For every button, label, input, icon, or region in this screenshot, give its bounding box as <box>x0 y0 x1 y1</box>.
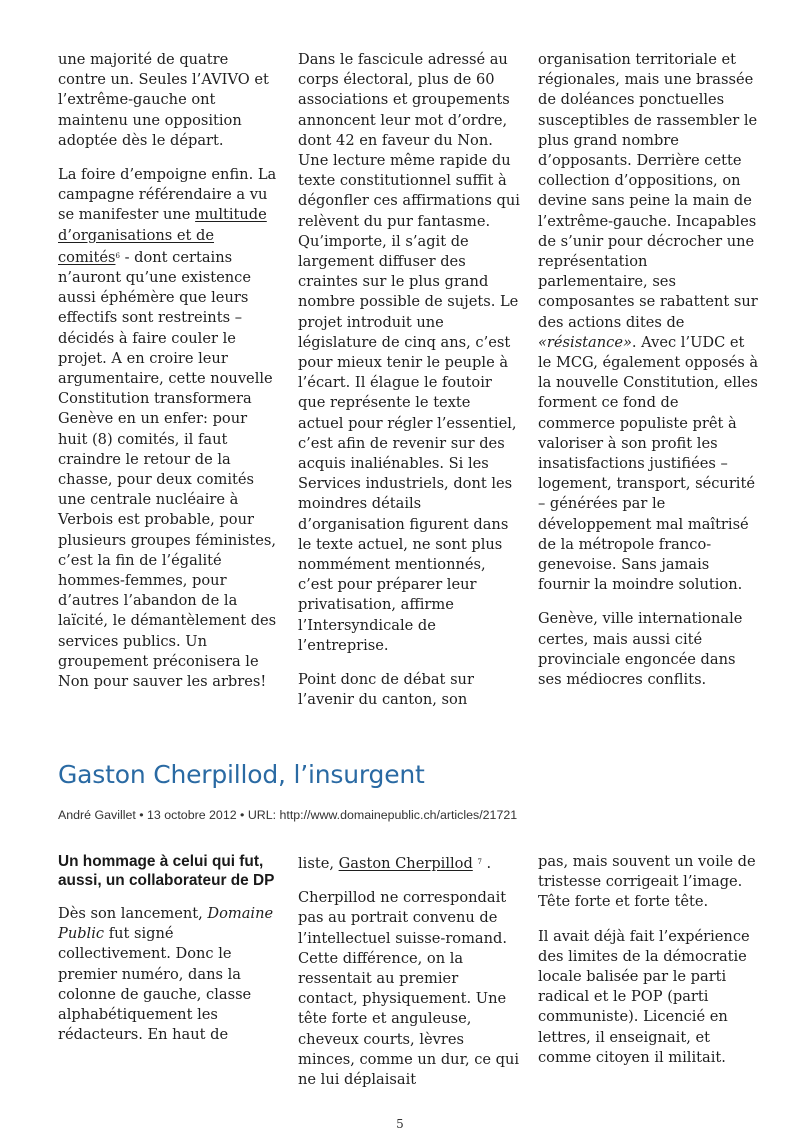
article-title: Gaston Cherpillod, l’insurgent <box>58 760 425 789</box>
link-gaston-cherpillod[interactable]: Gaston Cherpillod <box>338 855 473 872</box>
paragraph: Dès son lancement, Domaine Public fut signé collectivement. Donc le premier numéro, dans la colonne de gauche, classe alphabétiquement les rédacteurs. En haut de <box>58 905 274 1044</box>
page-number: 5 <box>396 1117 404 1131</box>
article-column-1 <box>58 852 280 1059</box>
publication-name: Domaine Public <box>58 905 274 943</box>
paragraph: pas, mais souvent un voile de tristesse corrigeait l’image. Tête forte et forte tête. <box>538 853 756 911</box>
paragraph: organisation territoriale et régionales, mais une brassée de doléances ponctuelles susceptibles de rassembler le plus grand nombre d’opposants. Derrière cette collection d’oppositions, on devine sans peine la main de l’extrême-gauche. Incapables de s’unir pour décrocher une représentation parlementaire, ses composantes se rabattent sur des actions dites de «résistance». Avec l’UDC et le MCG, également opposés à la nouvelle Constitution, elles forment ce fond de commerce populiste prêt à valoriser à son profit les insatisfactions justifiées – logement, transport, sécurité – générées par le développement mal maîtrisé de la métropole franco-genevoise. Sans jamais fournir la moindre solution. <box>538 51 759 594</box>
article-column-2 <box>298 852 520 1104</box>
paragraph: une majorité de quatre contre un. Seules l’AVIVO et l’extrême-gauche ont maintenu une opposition adoptée dès le départ. <box>58 51 269 149</box>
article-byline: André Gavillet • 13 octobre 2012 • URL: http://www.domainepublic.ch/articles/21721 <box>58 808 518 822</box>
article-lead: Un hommage à celui qui fut, aussi, un collaborateur de DP <box>58 853 275 889</box>
footnote-ref: 6 <box>115 251 120 260</box>
paragraph: Il avait déjà fait l’expérience des limites de la démocratie locale balisée par le parti radical et le POP (parti communiste). Licencié en lettres, il enseignait, et comme citoyen il militait. <box>538 927 750 1066</box>
column-1-continued-text <box>58 50 280 706</box>
paragraph: Genève, ville internationale certes, mais aussi cité provinciale engoncée dans ses médiocres conflits. <box>538 610 743 689</box>
column-2-continued-text <box>298 50 520 725</box>
paragraph: La foire d’empoigne enfin. La campagne référendaire a vu se manifester une multitude d’organisations et de comités$^6$ - dont certains n’auront qu’une existence aussi éphémère que leurs effectifs sont restreints – décidés à faire couler le projet. A en croire leur argumentaire, cette nouvelle Constitution transformera Genève en un enfer: pour huit (8) comités, il faut craindre le retour de la chasse, pour deux comités une centrale nucléaire à Verbois est probable, pour plusieurs groupes féministes, c’est la fin de l’égalité hommes-femmes, pour d’autres l’abandon de la laïcité, le démantèlement des services publics. Un groupement préconisera le Non pour sauver les arbres! <box>58 166 277 691</box>
footnote-ref: 7 <box>477 858 482 866</box>
paragraph: liste, Gaston Cherpillod $^7$ . <box>298 855 492 872</box>
paragraph: Cherpillod ne correspondait pas au portrait convenu de l’intellectuel suisse-romand. Cette différence, on la ressentait au premier contact, physiquement. Une tête forte et anguleuse, cheveux courts, lèvres minces, comme un dur, ce qui ne lui déplaisait <box>298 889 520 1089</box>
column-3-continued-text <box>538 50 760 704</box>
link-multitude-organisations[interactable]: multitude d’organisations et de comités <box>58 206 267 266</box>
paragraph: Point donc de débat sur l’avenir du canton, son <box>298 671 474 709</box>
article-column-3 <box>538 852 760 1082</box>
paragraph: Dans le fascicule adressé au corps électoral, plus de 60 associations et groupements annoncent leur mot d’ordre, dont 42 en faveur du Non. Une lecture même rapide du texte constitutionnel suffit à dégonfler ces affirmations qui relèvent du pur fantasme. Qu’importe, il s’agit de largement diffuser des craintes sur le plus grand nombre possible de sujets. Le projet introduit une législature de cinq ans, c’est pour mieux tenir le peuple à l’écart. Il élague le foutoir que représente le texte actuel pour régler l’essentiel, c’est afin de revenir sur des acquis inaliénables. Si les Services industriels, dont les moindres détails d’organisation figurent dans le texte actuel, ne sont plus nommément mentionnés, c’est pour préparer leur privatisation, affirme l’Intersyndicale de l’entreprise. <box>298 51 520 654</box>
